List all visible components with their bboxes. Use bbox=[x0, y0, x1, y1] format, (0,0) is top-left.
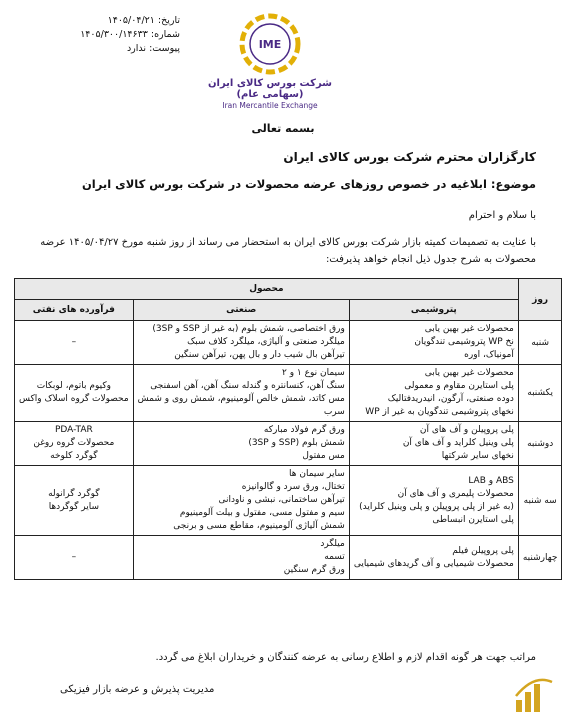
day-cell: دوشنبه bbox=[518, 422, 562, 466]
industrial-cell-line: سیم و مفتول مسی، مفتول و بیلت آلومینیوم bbox=[179, 508, 345, 518]
industrial-cell-line: میلگرد صنعتی و آلیاژی، میلگرد کلاف سبک bbox=[187, 337, 345, 347]
table-row bbox=[15, 536, 562, 580]
subject: موضوع: ابلاغیه در خصوص روزهای عرضه محصولات در شرکت بورس کالای ایران bbox=[81, 177, 536, 191]
industrial-cell bbox=[133, 536, 349, 580]
oil-cell-line: PDA-TAR bbox=[54, 425, 93, 435]
petro-cell-line: نخهای پتروشیمی تندگویان به غیر از WP bbox=[365, 407, 514, 417]
petro-cell-line: آمونیاک، اوره bbox=[464, 350, 514, 360]
petro-cell-line: پلی پروپیلن و آف های آن bbox=[419, 425, 514, 435]
petro-cell-line: (به غیر از پلی پروپیلن و پلی وینیل کلراید) bbox=[359, 501, 514, 512]
industrial-cell-line: تیرآهن ساختمانی، نبشی و ناودانی bbox=[218, 495, 345, 505]
header-oil: فرآورده های نفتی bbox=[15, 300, 134, 321]
oil-cell bbox=[15, 321, 134, 365]
oil-cell-line: گوگرد گرانوله bbox=[48, 488, 100, 499]
company-logo bbox=[205, 12, 335, 110]
industrial-cell-line: ورق اختصاصی، شمش بلوم (به غیر از SSP و 3SP) bbox=[152, 324, 345, 334]
oil-cell-line: محصولات گروه روغن bbox=[33, 438, 115, 448]
industrial-cell bbox=[133, 321, 349, 365]
petro-cell-line: محصولات پلیمری و آف های آن bbox=[397, 488, 514, 499]
addressee: کارگزاران محترم شرکت بورس کالای ایران bbox=[283, 150, 536, 164]
industrial-cell-line: سایر سیمان ها bbox=[289, 469, 345, 479]
petro-cell-line: نخ WP پتروشیمی تندگویان bbox=[414, 337, 514, 347]
industrial-cell-line: میلگرد bbox=[320, 539, 345, 549]
petro-cell bbox=[349, 321, 518, 365]
attachment-value: ندارد bbox=[126, 43, 147, 54]
attachment-label: پیوست: bbox=[149, 43, 180, 54]
industrial-cell-line: شمش بلوم (SSP و 3SP) bbox=[248, 438, 345, 448]
header-petro: پتروشیمی bbox=[349, 300, 518, 321]
letter-meta bbox=[30, 14, 180, 56]
industrial-cell-line: تسمه bbox=[324, 552, 345, 562]
table-row bbox=[15, 365, 562, 422]
watermark-icon bbox=[512, 672, 556, 716]
product-schedule-table bbox=[14, 278, 562, 580]
petro-cell-line: پلی وینیل کلراید و آف های آن bbox=[402, 438, 514, 448]
oil-cell bbox=[15, 536, 134, 580]
closing-text: مراتب جهت هر گونه اقدام لازم و اطلاع رسانی به عرضه کنندگان و خریداران ابلاغ می گردد. bbox=[155, 652, 536, 663]
industrial-cell-line: مس مفتول bbox=[302, 451, 345, 461]
day-cell: یکشنبه bbox=[518, 365, 562, 422]
industrial-cell-line: ورق گرم سنگین bbox=[283, 565, 345, 575]
industrial-cell-line: مس کاتد، شمش خالص آلومینیوم، شمش روی و شمش bbox=[137, 394, 345, 404]
oil-cell-line: – bbox=[71, 337, 77, 347]
table-body bbox=[15, 321, 562, 580]
industrial-cell bbox=[133, 365, 349, 422]
oil-cell bbox=[15, 422, 134, 466]
header-product: محصول bbox=[15, 279, 519, 300]
day-cell: شنبه bbox=[518, 321, 562, 365]
logo-name-en: Iran Mercantile Exchange bbox=[222, 101, 318, 110]
petro-cell-line: ABS و LAB bbox=[468, 475, 514, 486]
oil-cell bbox=[15, 466, 134, 536]
oil-cell-line: سایر گوگردها bbox=[48, 501, 99, 512]
table-row bbox=[15, 321, 562, 365]
oil-cell-line: محصولات گروه اسلاک واکس bbox=[19, 394, 129, 404]
number-line bbox=[30, 28, 180, 42]
logo-name-fa: شرکت بورس کالای ایران (سهامی عام) bbox=[207, 78, 333, 100]
table-row bbox=[15, 422, 562, 466]
industrial-cell-line: تیرآهن بال شیب دار و بال پهن، تیرآهن سنگین bbox=[174, 350, 345, 360]
attachment-line bbox=[30, 42, 180, 56]
logo-emblem-icon bbox=[238, 12, 302, 76]
petro-cell bbox=[349, 422, 518, 466]
number-label: شماره: bbox=[150, 29, 180, 40]
industrial-cell-line: سنگ آهن، کنسانتره و گندله سنگ آهن، آهن اسفنجی bbox=[150, 381, 345, 391]
petro-cell-line: محصولات غیر بهین یابی bbox=[424, 324, 514, 334]
petro-cell-line: دوده صنعتی، آرگون، انیدریدفتالیک bbox=[387, 394, 514, 404]
industrial-cell-line: سرب bbox=[323, 407, 345, 417]
header-industrial: صنعتی bbox=[133, 300, 349, 321]
industrial-cell-line: ورق گرم فولاد مبارکه bbox=[263, 425, 345, 435]
watermark-logo bbox=[512, 672, 556, 720]
date-label: تاریخ: bbox=[157, 15, 180, 26]
oil-cell-line: – bbox=[71, 552, 77, 562]
body-line-2: محصولات به شرح جدول ذیل انجام خواهد پذیرفت: bbox=[325, 254, 536, 265]
petro-cell-line: پلی استایرن مقاوم و معمولی bbox=[404, 381, 514, 391]
industrial-cell-line: تختال، ورق سرد و گالوانیزه bbox=[241, 482, 345, 492]
header-day: روز bbox=[518, 279, 562, 321]
industrial-cell-line: شمش آلیاژی آلومینیوم، مقاطع مسی و برنجی bbox=[173, 521, 345, 531]
petro-cell bbox=[349, 466, 518, 536]
date-value: ۱۴۰۵/۰۴/۲۱ bbox=[107, 15, 155, 26]
oil-cell-line: گوگرد کلوخه bbox=[50, 451, 98, 461]
industrial-cell bbox=[133, 466, 349, 536]
petro-cell-line: نخهای سایر شرکتها bbox=[441, 451, 514, 461]
industrial-cell bbox=[133, 422, 349, 466]
body-line-1: با عنایت به تصمیمات کمیته بازار شرکت بورس کالای ایران به استحضار می رساند از روز شنبه مورخ ۱۴۰۵/۰۴/۲۷ عرضه bbox=[40, 237, 536, 248]
date-line bbox=[30, 14, 180, 28]
oil-cell bbox=[15, 365, 134, 422]
basmala: بسمه تعالی bbox=[251, 122, 315, 135]
number-value: ۱۴۰۵/۳۰۰/۱۴۶۳۳ bbox=[80, 29, 148, 40]
petro-cell-line: پلی استایرن انبساطی bbox=[432, 514, 514, 525]
logo-mark-text: IME bbox=[258, 38, 282, 51]
day-cell: سه شنبه bbox=[518, 466, 562, 536]
oil-cell-line: وکیوم باتوم، لوبکات bbox=[36, 381, 111, 391]
petro-cell-line: محصولات شیمیایی و آف گریدهای شیمیایی bbox=[353, 558, 514, 569]
petro-cell bbox=[349, 536, 518, 580]
petro-cell bbox=[349, 365, 518, 422]
letter-body bbox=[16, 234, 536, 268]
table-row bbox=[15, 466, 562, 536]
petro-cell-line: پلی پروپیلن فیلم bbox=[452, 545, 514, 556]
signature: مدیریت پذیرش و عرضه بازار فیزیکی bbox=[60, 684, 215, 695]
industrial-cell-line: سیمان نوع ۱ و ۲ bbox=[281, 368, 345, 378]
greeting: با سلام و احترام bbox=[468, 210, 536, 221]
petro-cell-line: محصولات غیر بهین یابی bbox=[424, 368, 514, 378]
day-cell: چهارشنبه bbox=[518, 536, 562, 580]
